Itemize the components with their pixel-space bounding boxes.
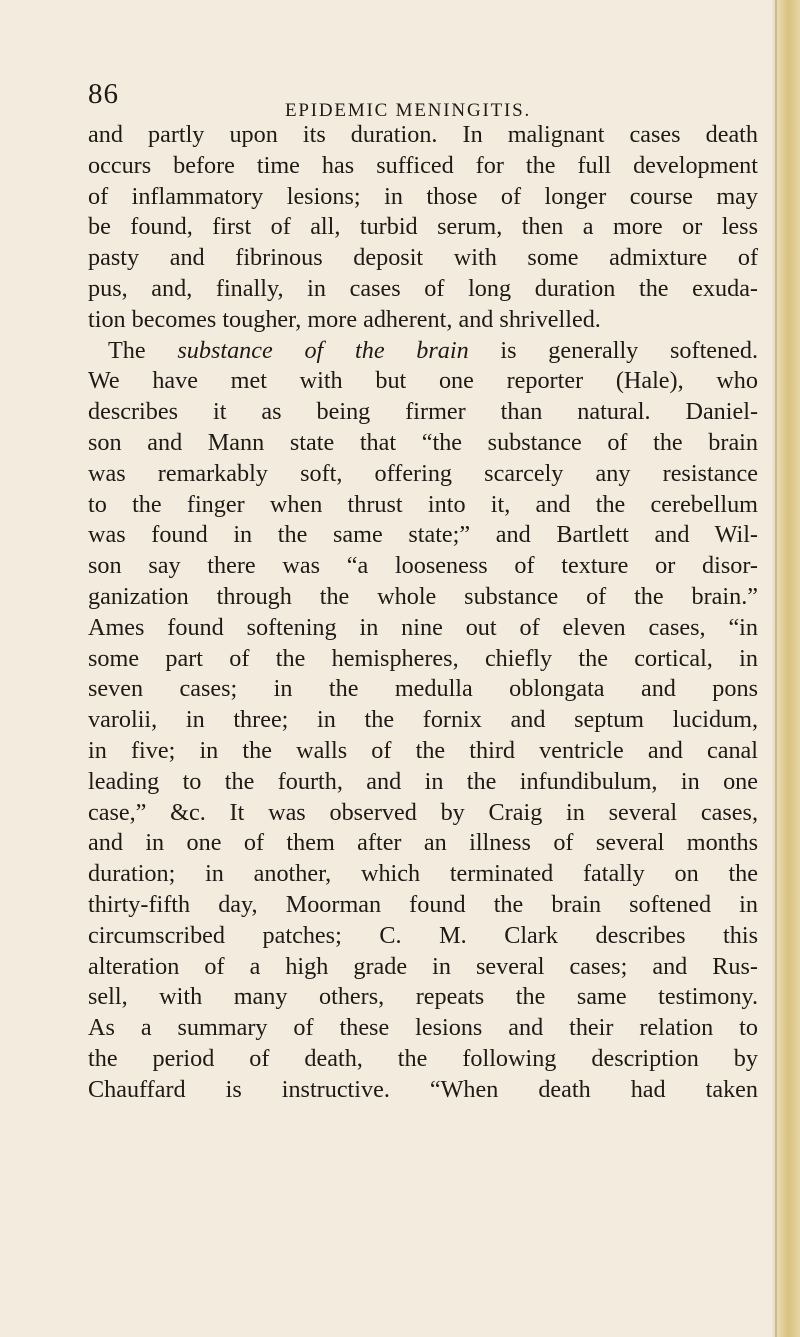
running-title: EPIDEMIC MENINGITIS. [285, 100, 532, 121]
text-line: circumscribed patches; C. M. Clark describes this [88, 921, 758, 949]
text-line: of inflammatory lesions; in those of longer course may [88, 182, 758, 210]
text-line: occurs before time has sufficed for the full development [88, 151, 758, 179]
text-line: We have met with but one reporter (Hale), who [88, 367, 758, 395]
text-line: the period of death, the following description by [88, 1044, 758, 1072]
text-line: tion becomes tougher, more adherent, and shrivelled. [88, 305, 601, 333]
text-line: seven cases; in the medulla oblongata and pons [88, 675, 758, 703]
text-line: ganization through the whole substance of the brain.” [88, 582, 758, 610]
text-run: is generally softened. [468, 336, 758, 364]
text-line: be found, first of all, turbid serum, then a more or less [88, 213, 758, 241]
text-line: in five; in the walls of the third ventricle and canal [88, 736, 758, 764]
text-line: Chauffard is instructive. “When death had taken [88, 1075, 758, 1103]
text-line: son say there was “a looseness of texture or disor- [88, 552, 758, 580]
text-line: son and Mann state that “the substance of the brain [88, 428, 758, 456]
text-line: and partly upon its duration. In malignant cases death [88, 121, 758, 148]
page-edge [772, 0, 800, 1337]
text-line: alteration of a high grade in several cases; and Rus- [88, 952, 758, 980]
body-text [88, 120, 758, 1106]
text-line: describes it as being firmer than natural. Daniel- [88, 398, 758, 426]
text-line: As a summary of these lesions and their relation to [88, 1014, 758, 1042]
text-line: duration; in another, which terminated fatally on the [88, 860, 758, 888]
text-line: sell, with many others, repeats the same testimony. [88, 983, 758, 1011]
text-line: leading to the fourth, and in the infundibulum, in one [88, 767, 758, 795]
page-number: 86 [88, 78, 119, 110]
text-line: thirty-fifth day, Moorman found the brain softened in [88, 890, 758, 918]
text-line: to the finger when thrust into it, and the cerebellum [88, 490, 758, 518]
text-line: was found in the same state;” and Bartlett and Wil- [88, 521, 758, 549]
text-line: and in one of them after an illness of several months [88, 829, 758, 857]
text-line: Ames found softening in nine out of eleven cases, “in [88, 613, 758, 641]
text-line: was remarkably soft, offering scarcely any resistance [88, 459, 758, 487]
text-line: pasty and fibrinous deposit with some admixture of [88, 244, 758, 272]
text-line: varolii, in three; in the fornix and septum lucidum, [88, 706, 758, 734]
italic-phrase: substance of the brain [177, 336, 469, 364]
text-line: pus, and, finally, in cases of long duration the exuda- [88, 274, 758, 302]
text-line: case,” &c. It was observed by Craig in several cases, [88, 798, 758, 826]
text-line [88, 336, 758, 367]
text-run: The [108, 336, 178, 364]
text-line: some part of the hemispheres, chiefly the cortical, in [88, 644, 758, 672]
